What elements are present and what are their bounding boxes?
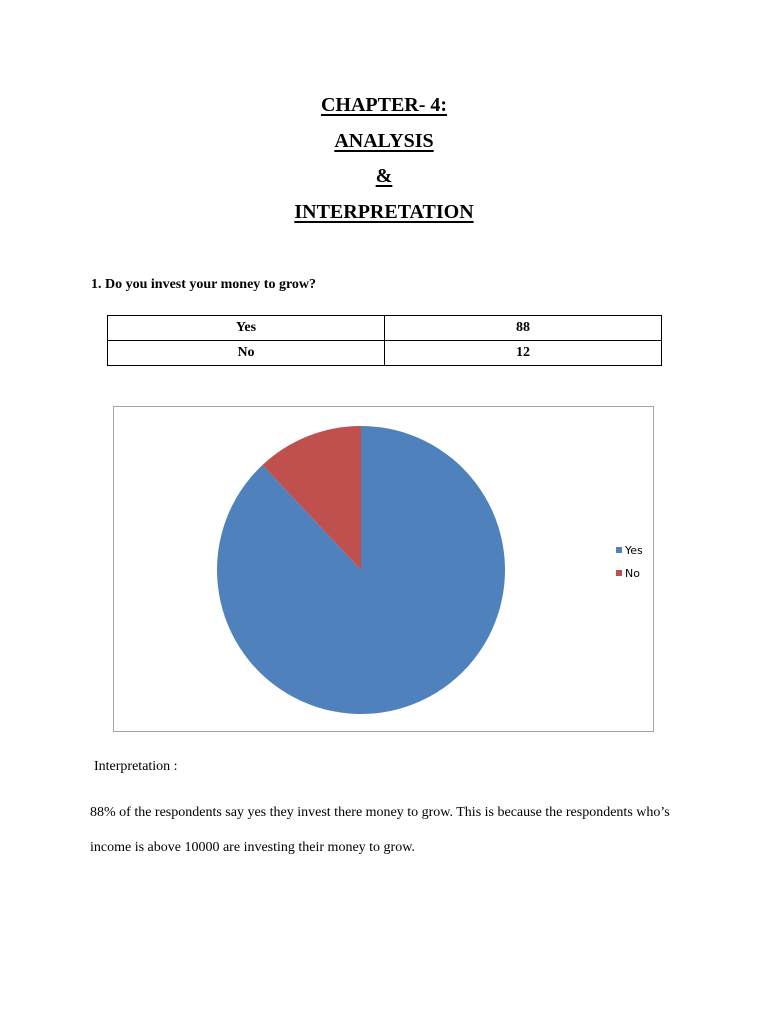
pie-chart xyxy=(114,407,653,731)
legend-label-no: No xyxy=(625,567,640,580)
question-text: 1. Do you invest your money to grow? xyxy=(91,277,317,292)
chapter-heading-line-1: CHAPTER- 4: xyxy=(320,94,448,116)
table-cell-value: 88 xyxy=(385,316,662,341)
table-cell-value: 12 xyxy=(385,341,662,366)
legend-label-yes: Yes xyxy=(625,544,643,557)
table-row xyxy=(108,341,662,366)
legend-swatch-yes xyxy=(616,547,622,553)
table-row xyxy=(108,316,662,341)
legend-swatch-no xyxy=(616,570,622,576)
interpretation-label: Interpretation : xyxy=(94,759,178,774)
chapter-heading-line-3: & xyxy=(375,165,393,187)
response-table xyxy=(107,315,662,366)
chapter-heading-line-2: ANALYSIS xyxy=(334,130,434,152)
interpretation-text: 88% of the respondents say yes they invest there money to grow. This is because the respondents who’s income is above 10000 are investing their money to grow. xyxy=(90,805,670,855)
chapter-heading-line-4: INTERPRETATION xyxy=(294,201,474,223)
table-cell-label: Yes xyxy=(108,316,385,341)
table-cell-label: No xyxy=(108,341,385,366)
pie-chart-frame xyxy=(113,406,654,732)
